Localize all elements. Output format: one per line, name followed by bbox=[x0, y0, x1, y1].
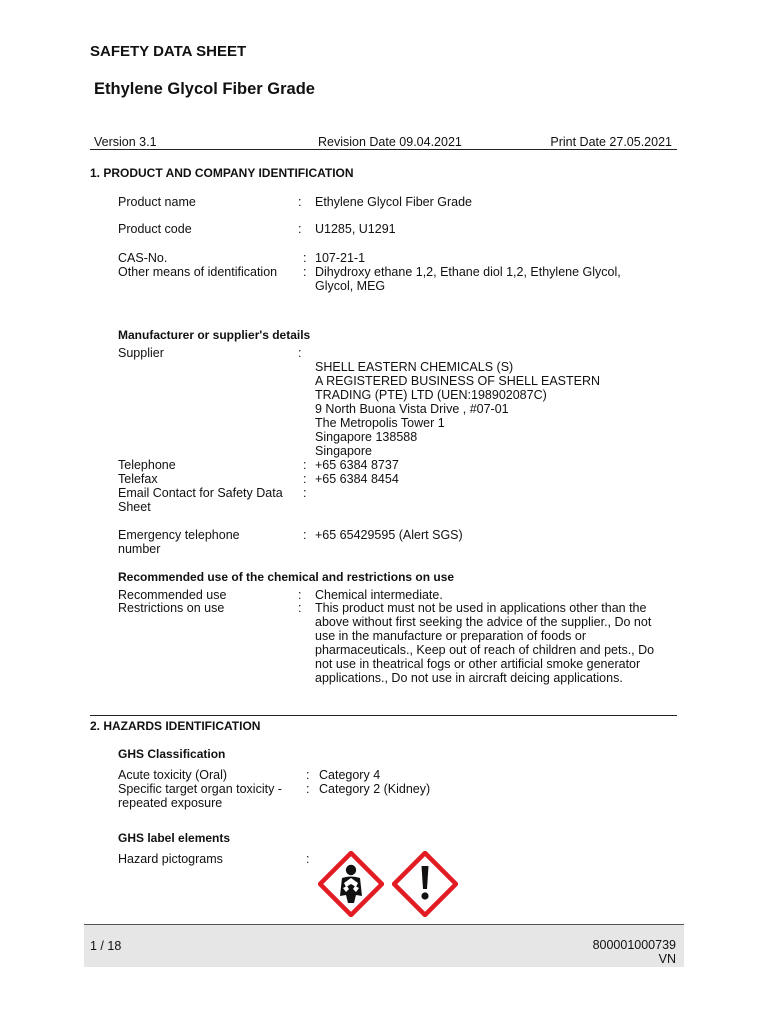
colon: : bbox=[298, 588, 302, 602]
colon: : bbox=[303, 486, 307, 500]
colon: : bbox=[298, 601, 302, 615]
emergency-telephone-value: +65 65429595 (Alert SGS) bbox=[315, 528, 463, 542]
recommended-use-label: Recommended use bbox=[118, 588, 227, 602]
email-contact-label-line: Sheet bbox=[118, 500, 151, 514]
section-2-heading: 2. HAZARDS IDENTIFICATION bbox=[90, 719, 261, 733]
ghs-label-elements-heading: GHS label elements bbox=[118, 831, 231, 845]
restrictions-label: Restrictions on use bbox=[118, 601, 225, 615]
restrictions-line: not use in theatrical fogs or other artificial smoke generator bbox=[315, 657, 641, 671]
colon: : bbox=[306, 852, 310, 866]
recommended-use-heading: Recommended use of the chemical and restrictions on use bbox=[118, 570, 455, 584]
colon: : bbox=[303, 265, 307, 279]
stot-value: Category 2 (Kidney) bbox=[319, 782, 431, 796]
stot-label-line: repeated exposure bbox=[118, 796, 223, 810]
supplier-line: TRADING (PTE) LTD (UEN:198902087C) bbox=[315, 388, 547, 402]
acute-toxicity-label: Acute toxicity (Oral) bbox=[118, 768, 228, 782]
supplier-line: Singapore 138588 bbox=[315, 430, 418, 444]
emergency-label-line: number bbox=[118, 542, 161, 556]
supplier-line: A REGISTERED BUSINESS OF SHELL EASTERN bbox=[315, 374, 601, 388]
page-number: 1 / 18 bbox=[90, 939, 122, 953]
stot-label bbox=[118, 782, 282, 810]
telephone-value: +65 6384 8737 bbox=[315, 458, 399, 472]
restrictions-value bbox=[315, 601, 654, 685]
emergency-telephone-label bbox=[118, 528, 240, 556]
colon: : bbox=[303, 458, 307, 472]
exclamation-mark-icon bbox=[392, 851, 458, 917]
page-footer bbox=[84, 924, 684, 967]
recommended-use-value: Chemical intermediate. bbox=[315, 588, 443, 602]
header-divider bbox=[90, 149, 677, 150]
supplier-line: Singapore bbox=[315, 444, 372, 458]
restrictions-line: applications., Do not use in aircraft deicing applications. bbox=[315, 671, 623, 685]
restrictions-line: use in the manufacture or preparation of foods or bbox=[315, 629, 586, 643]
restrictions-line: pharmaceuticals., Keep out of reach of children and pets., Do bbox=[315, 643, 655, 657]
supplier-line: 9 North Buona Vista Drive , #07-01 bbox=[315, 402, 509, 416]
product-name-value: Ethylene Glycol Fiber Grade bbox=[315, 195, 473, 209]
restrictions-line: above without first seeking the advice of the supplier., Do not bbox=[315, 615, 652, 629]
other-means-line: Dihydroxy ethane 1,2, Ethane diol 1,2, Ethylene Glycol, bbox=[315, 265, 621, 279]
telephone-label: Telephone bbox=[118, 458, 176, 472]
colon: : bbox=[298, 346, 302, 360]
supplier-line: SHELL EASTERN CHEMICALS (S) bbox=[315, 360, 514, 374]
section-1-heading: 1. PRODUCT AND COMPANY IDENTIFICATION bbox=[90, 166, 354, 180]
print-date: Print Date 27.05.2021 bbox=[550, 135, 672, 149]
section-divider bbox=[90, 715, 677, 716]
colon: : bbox=[303, 251, 307, 265]
product-name-label: Product name bbox=[118, 195, 196, 209]
acute-toxicity-value: Category 4 bbox=[319, 768, 381, 782]
product-code-label: Product code bbox=[118, 222, 192, 236]
supplier-address bbox=[315, 360, 600, 458]
colon: : bbox=[306, 782, 310, 796]
other-means-value bbox=[315, 265, 621, 293]
health-hazard-icon bbox=[318, 851, 384, 917]
product-title: Ethylene Glycol Fiber Grade bbox=[94, 80, 315, 98]
email-contact-label bbox=[118, 486, 283, 514]
product-code-value: U1285, U1291 bbox=[315, 222, 396, 236]
supplier-line: The Metropolis Tower 1 bbox=[315, 416, 445, 430]
other-means-label: Other means of identification bbox=[118, 265, 278, 279]
hazard-pictograms-label: Hazard pictograms bbox=[118, 852, 223, 866]
colon: : bbox=[298, 222, 302, 236]
revision-date: Revision Date 09.04.2021 bbox=[318, 135, 462, 149]
email-contact-label-line: Email Contact for Safety Data bbox=[118, 486, 283, 500]
colon: : bbox=[306, 768, 310, 782]
version: Version 3.1 bbox=[94, 135, 157, 149]
other-means-line: Glycol, MEG bbox=[315, 279, 386, 293]
cas-value: 107-21-1 bbox=[315, 251, 366, 265]
cas-label: CAS-No. bbox=[118, 251, 168, 265]
restrictions-line: This product must not be used in applications other than the bbox=[315, 601, 647, 615]
colon: : bbox=[298, 195, 302, 209]
stot-label-line: Specific target organ toxicity - bbox=[118, 782, 282, 796]
supplier-label: Supplier bbox=[118, 346, 164, 360]
colon: : bbox=[303, 528, 307, 542]
document-number: 800001000739 bbox=[592, 938, 676, 952]
manufacturer-heading: Manufacturer or supplier's details bbox=[118, 328, 311, 342]
country-code: VN bbox=[658, 952, 676, 966]
document-title: SAFETY DATA SHEET bbox=[90, 43, 247, 60]
colon: : bbox=[303, 472, 307, 486]
telefax-value: +65 6384 8454 bbox=[315, 472, 399, 486]
emergency-label-line: Emergency telephone bbox=[118, 528, 240, 542]
ghs-classification-heading: GHS Classification bbox=[118, 747, 226, 761]
telefax-label: Telefax bbox=[118, 472, 158, 486]
